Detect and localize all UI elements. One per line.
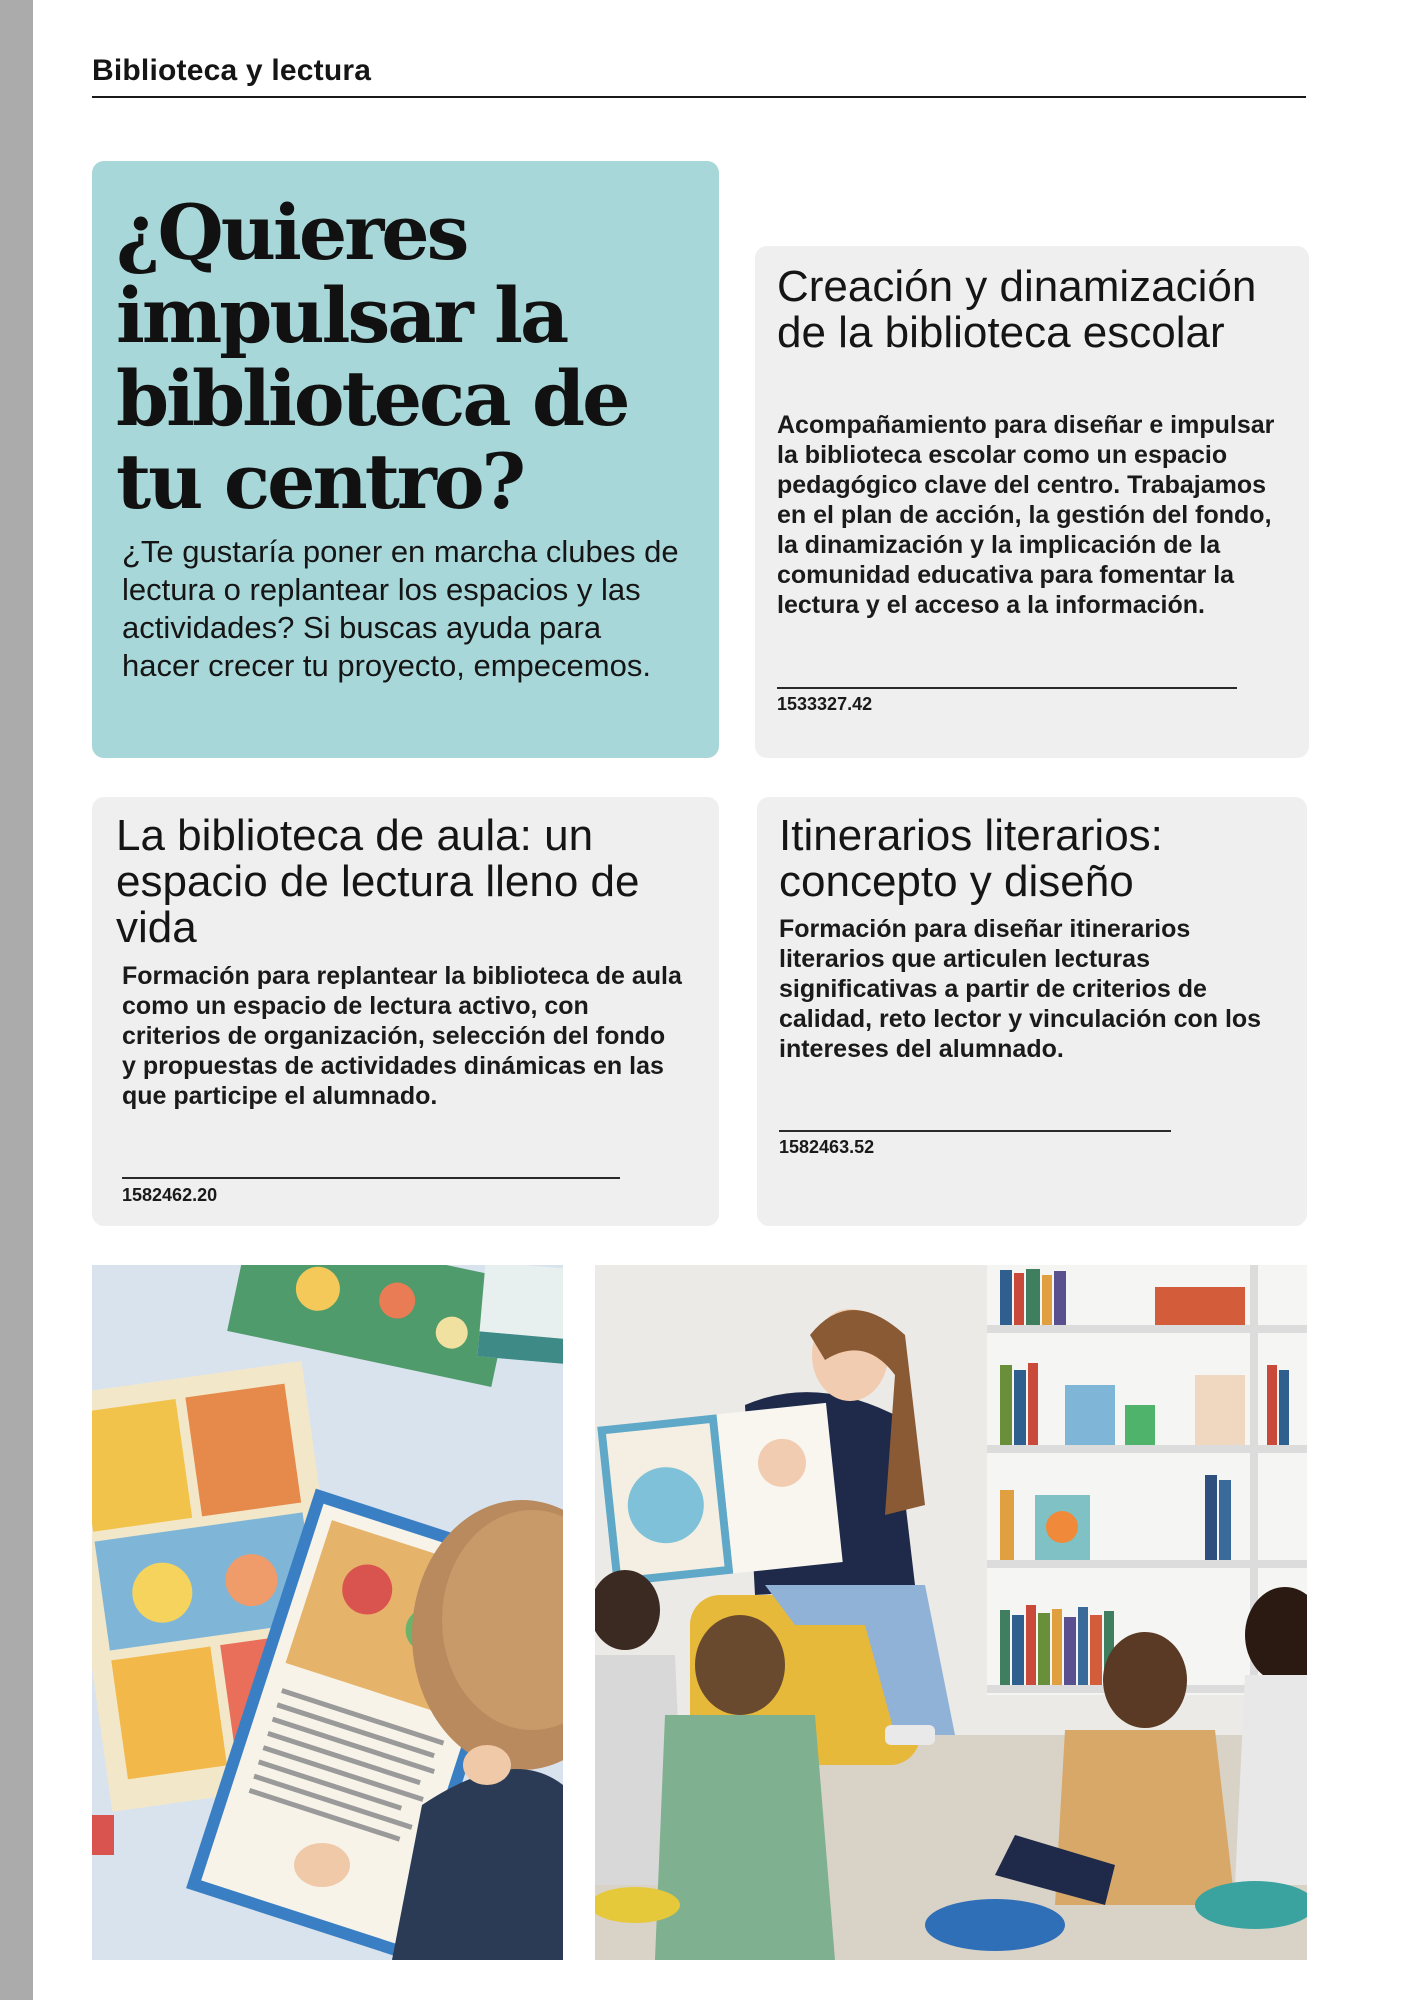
section-title: Biblioteca y lectura <box>92 54 372 87</box>
course-title: Creación y dinamización de la biblioteca escolar <box>777 262 1257 357</box>
course-title: La biblioteca de aula: un espacio de lectura lleno de vida <box>116 811 640 952</box>
course-card-biblioteca-aula <box>92 797 719 1226</box>
side-strip <box>0 0 33 2000</box>
course-description: Acompañamiento para diseñar e impulsar la biblioteca escolar como un espacio pedagógico clave del centro. Trabajamos en el plan de acción, la gestión del fondo, la dinamización y la implicación de la comunidad educativa para fomentar la lectura y el acceso a la información. <box>777 411 1275 619</box>
page-header <box>92 54 1306 98</box>
divider <box>777 687 1237 689</box>
course-code: 1533327.42 <box>777 694 873 714</box>
course-code: 1582462.20 <box>122 1185 218 1205</box>
photo-teacher-reading-to-children <box>595 1265 1307 1960</box>
hero-card <box>92 161 719 758</box>
course-card-itinerarios <box>757 797 1307 1226</box>
divider <box>779 1130 1171 1132</box>
photo-child-reading-books <box>92 1265 563 1960</box>
course-code: 1582463.52 <box>779 1137 875 1157</box>
course-description: Formación para diseñar itinerarios literarios que articulen lecturas significativas a partir de criterios de calidad, reto lector y vinculación con los intereses del alumnado. <box>779 915 1262 1063</box>
hero-text: ¿Te gustaría poner en marcha clubes de lectura o replantear los espacios y las actividades? Si buscas ayuda para hacer crecer tu proyecto, empecemos. <box>122 534 679 683</box>
course-title: Itinerarios literarios: concepto y diseño <box>779 811 1163 906</box>
divider <box>122 1177 620 1179</box>
course-card-biblioteca-escolar <box>755 246 1309 758</box>
course-description: Formación para replantear la biblioteca de aula como un espacio de lectura activo, con criterios de organización, selección del fondo y propuestas de actividades dinámicas en las que participe el alumnado. <box>122 962 682 1110</box>
hero-title: ¿Quieres impulsar la biblioteca de tu centro? <box>116 188 628 526</box>
